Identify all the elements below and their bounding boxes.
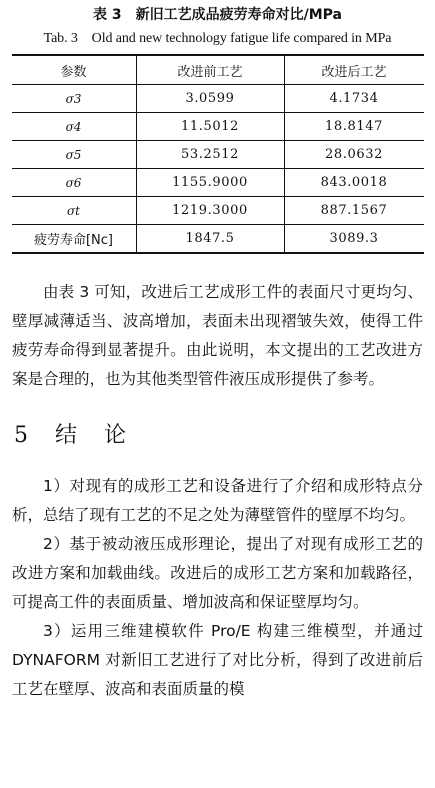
table-caption-chinese: 表 3 新旧工艺成品疲劳寿命对比/MPa <box>93 7 342 23</box>
before-value-cell: 3.0599 <box>136 85 284 113</box>
before-value-cell: 1847.5 <box>136 225 284 254</box>
paper-page <box>0 6 435 788</box>
after-value-cell: 4.1734 <box>284 85 424 113</box>
after-value-cell: 843.0018 <box>284 169 424 197</box>
after-value-cell: 18.8147 <box>284 113 424 141</box>
table-row <box>12 225 424 254</box>
after-value-cell: 3089.3 <box>284 225 424 254</box>
param-cell: σt <box>12 197 137 225</box>
before-value-cell: 11.5012 <box>136 113 284 141</box>
conclusion-item-3: 3）运用三维建模软件 Pro/E 构建三维模型，并通过 DYNAFORM 对新旧工艺进行了对比分析，得到了改进前后工艺在壁厚、波高和表面质量的模 <box>12 622 423 698</box>
before-value-cell: 1155.9000 <box>136 169 284 197</box>
body-paragraph: 由表 3 可知，改进后工艺成形工件的表面尺寸更均匀、壁厚减薄适当、波高增加，表面未出现褶皱失效，使得工件疲劳寿命得到显著提升。由此说明，本文提出的工艺改进方案是合理的，也为其他类型管件液压成形提供了参考。 <box>12 283 423 388</box>
param-cell: σ3 <box>12 85 137 113</box>
header-after: 改进后工艺 <box>284 55 424 85</box>
param-cell: σ5 <box>12 141 137 169</box>
conclusion-item-2: 2）基于被动液压成形理论，提出了对现有成形工艺的改进方案和加载曲线。改进后的成形工艺方案和加载路径，可提高工件的表面质量、增加波高和保证壁厚均匀。 <box>12 535 423 611</box>
table-caption-english: Tab. 3 Old and new technology fatigue life compared in MPa <box>43 31 392 46</box>
before-value-cell: 1219.3000 <box>136 197 284 225</box>
table-row <box>12 113 424 141</box>
table-row <box>12 141 424 169</box>
after-value-cell: 887.1567 <box>284 197 424 225</box>
section-heading: 5 结 论 <box>14 423 136 448</box>
before-value-cell: 53.2512 <box>136 141 284 169</box>
param-cell: 疲劳寿命[Nc] <box>12 225 137 254</box>
table-header-row <box>12 55 424 85</box>
param-cell: σ6 <box>12 169 137 197</box>
table-row <box>12 85 424 113</box>
table-row <box>12 169 424 197</box>
after-value-cell: 28.0632 <box>284 141 424 169</box>
fatigue-life-table <box>12 54 424 254</box>
header-before: 改进前工艺 <box>136 55 284 85</box>
conclusion-item-1: 1）对现有的成形工艺和设备进行了介绍和成形特点分析，总结了现有工艺的不足之处为薄壁管件的壁厚不均匀。 <box>12 477 423 524</box>
header-param: 参数 <box>12 55 137 85</box>
table-row <box>12 197 424 225</box>
param-cell: σ4 <box>12 113 137 141</box>
